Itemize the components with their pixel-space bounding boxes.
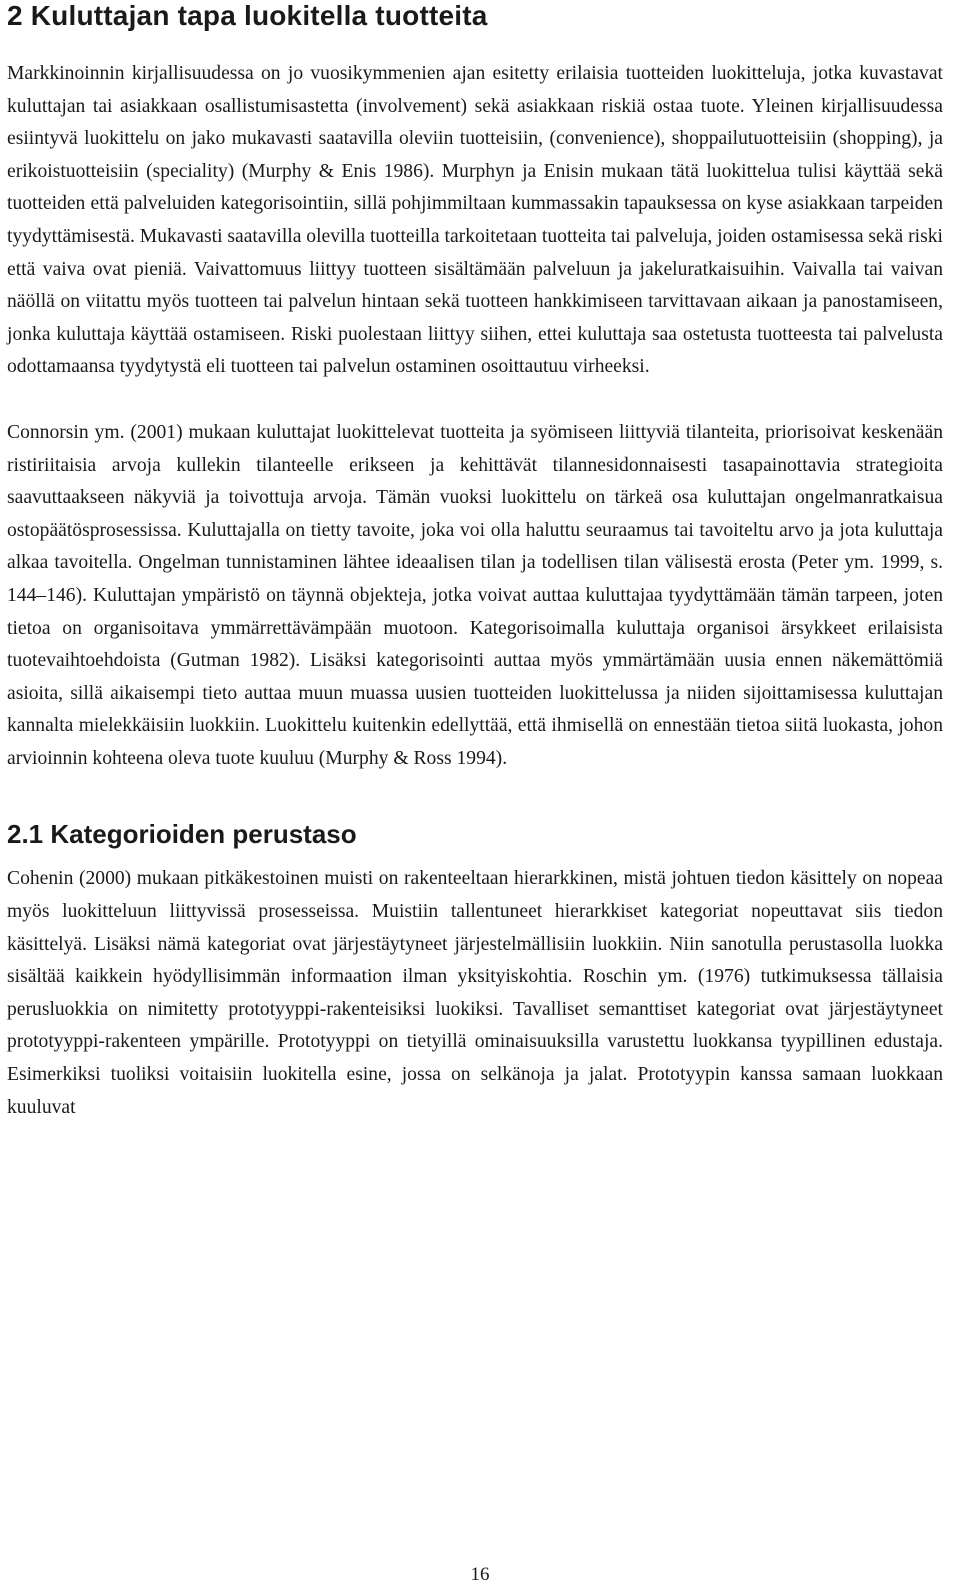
page-number: 16	[470, 1564, 490, 1585]
body-paragraph: Cohenin (2000) mukaan pitkäkestoinen muisti on rakenteeltaan hierarkkinen, mistä johtuen tiedon käsittely on nopeaa myös luokitteluun liittyvissä prosesseissa. Muistiin tallentuneet hierarkkiset kategoriat nopeuttavat siis tiedon käsittelyä. Lisäksi nämä kategoriat ovat järjestäytyneet järjestelmällisiin luokkiin. Niin sanotulla perustasolla luokka sisältää kaikkein hyödyllisimmän informaation ilman yksityiskohtia. Roschin ym. (1976) tutkimuksessa tällaisia perusluokkia on nimitetty prototyyppi-rakenteisiksi luokiksi. Tavalliset semanttiset kategoriat ovat järjestäytyneet prototyyppi-rakenteen ympärille. Prototyyppi on tietyillä ominaisuuksilla varustettu luokkansa tyypillinen edustaja. Esimerkiksi tuoliksi voitaisiin luokitella esine, jossa on selkänoja ja jalat. Prototyypin kanssa samaan luokkaan kuuluvat	[7, 868, 943, 1118]
body-paragraph: Connorsin ym. (2001) mukaan kuluttajat luokittelevat tuotteita ja syömiseen liittyviä tilanteita, priorisoivat keskenään ristiriitaisia arvoja kullekin tilanteelle erikseen ja kehittävät tilannesidonnaisesti tasapainottavia strategioita saavuttaakseen näkyviä ja toivottuja arvoja. Tämän vuoksi luokittelu on tärkeä osa kuluttajan ongelmanratkaisua ostopäätösprosessissa. Kuluttajalla on tietty tavoite, joka voi olla haluttu seuraamus tai tavoiteltu arvo ja jota kuluttaja alkaa tavoitella. Ongelman tunnistaminen lähtee ideaalisen tilan ja todellisen tilan välisestä erosta (Peter ym. 1999, s. 144–146). Kuluttajan ympäristö on täynnä objekteja, jotka voivat auttaa kuluttajaa tyydyttämään tämän tarpeen, joten tietoa on organisoitava ymmärrettävämpään muotoon. Kategorisoimalla kuluttaja organisoi ärsykkeet erilaisista tuotevaihtoehdoista (Gutman 1982). Lisäksi kategorisointi auttaa myös ymmärtämään uusia ennen näkemättömiä asioita, sillä aikaisempi tieto auttaa muun muassa uusien tuotteiden luokittelussa ja niiden sijoittamisessa kuluttajan kannalta mielekkäisiin luokkiin. Luokittelu kuitenkin edellyttää, että ihmisellä on ennestään tietoa siitä luokasta, johon arvioinnin kohteena oleva tuote kuuluu (Murphy & Ross 1994).	[7, 421, 943, 769]
chapter-heading: 2 Kuluttajan tapa luokitella tuotteita	[7, 0, 488, 31]
document-page	[7, 0, 943, 1124]
body-paragraph: Markkinoinnin kirjallisuudessa on jo vuosikymmenien ajan esitetty erilaisia tuotteiden luokitteluja, jotka kuvastavat kuluttajan tai asiakkaan osallistumisastetta (involvement) sekä asiakkaan riskiä ostaa tuote. Yleinen kirjallisuudessa esiintyvä luokittelu on jako mukavasti saatavilla oleviin tuotteisiin, (convenience), shoppailutuotteisiin (shopping), ja erikoistuotteisiin (speciality) (Murphy & Enis 1986). Murphyn ja Enisin mukaan tätä luokittelua tulisi käyttää sekä tuotteiden että palveluiden kategorisointiin, sillä pohjimmiltaan kummassakin tapauksessa on kyse asiakkaan tarpeiden tyydyttämisestä. Mukavasti saatavilla olevilla tuotteilla tarkoitetaan tuotteita tai palveluja, joiden ostamisessa sekä riski että vaiva ovat pieniä. Vaivattomuus liittyy tuotteen sisältämään palveluun ja jakeluratkaisuihin. Vaivalla tai vaivan näöllä on viitattu myös tuotteen tai palvelun hintaan sekä tuotteen hankkimiseen tarvittavaan aikaan ja panostamiseen, jonka kuluttaja käyttää ostamiseen. Riski puolestaan liittyy siihen, ettei kuluttaja saa ostetusta tuotteesta tai palvelusta odottamaansa tyydytystä eli tuotteen tai palvelun ostaminen osoittautuu virheeksi.	[7, 63, 943, 378]
section-heading: 2.1 Kategorioiden perustaso	[7, 819, 357, 850]
